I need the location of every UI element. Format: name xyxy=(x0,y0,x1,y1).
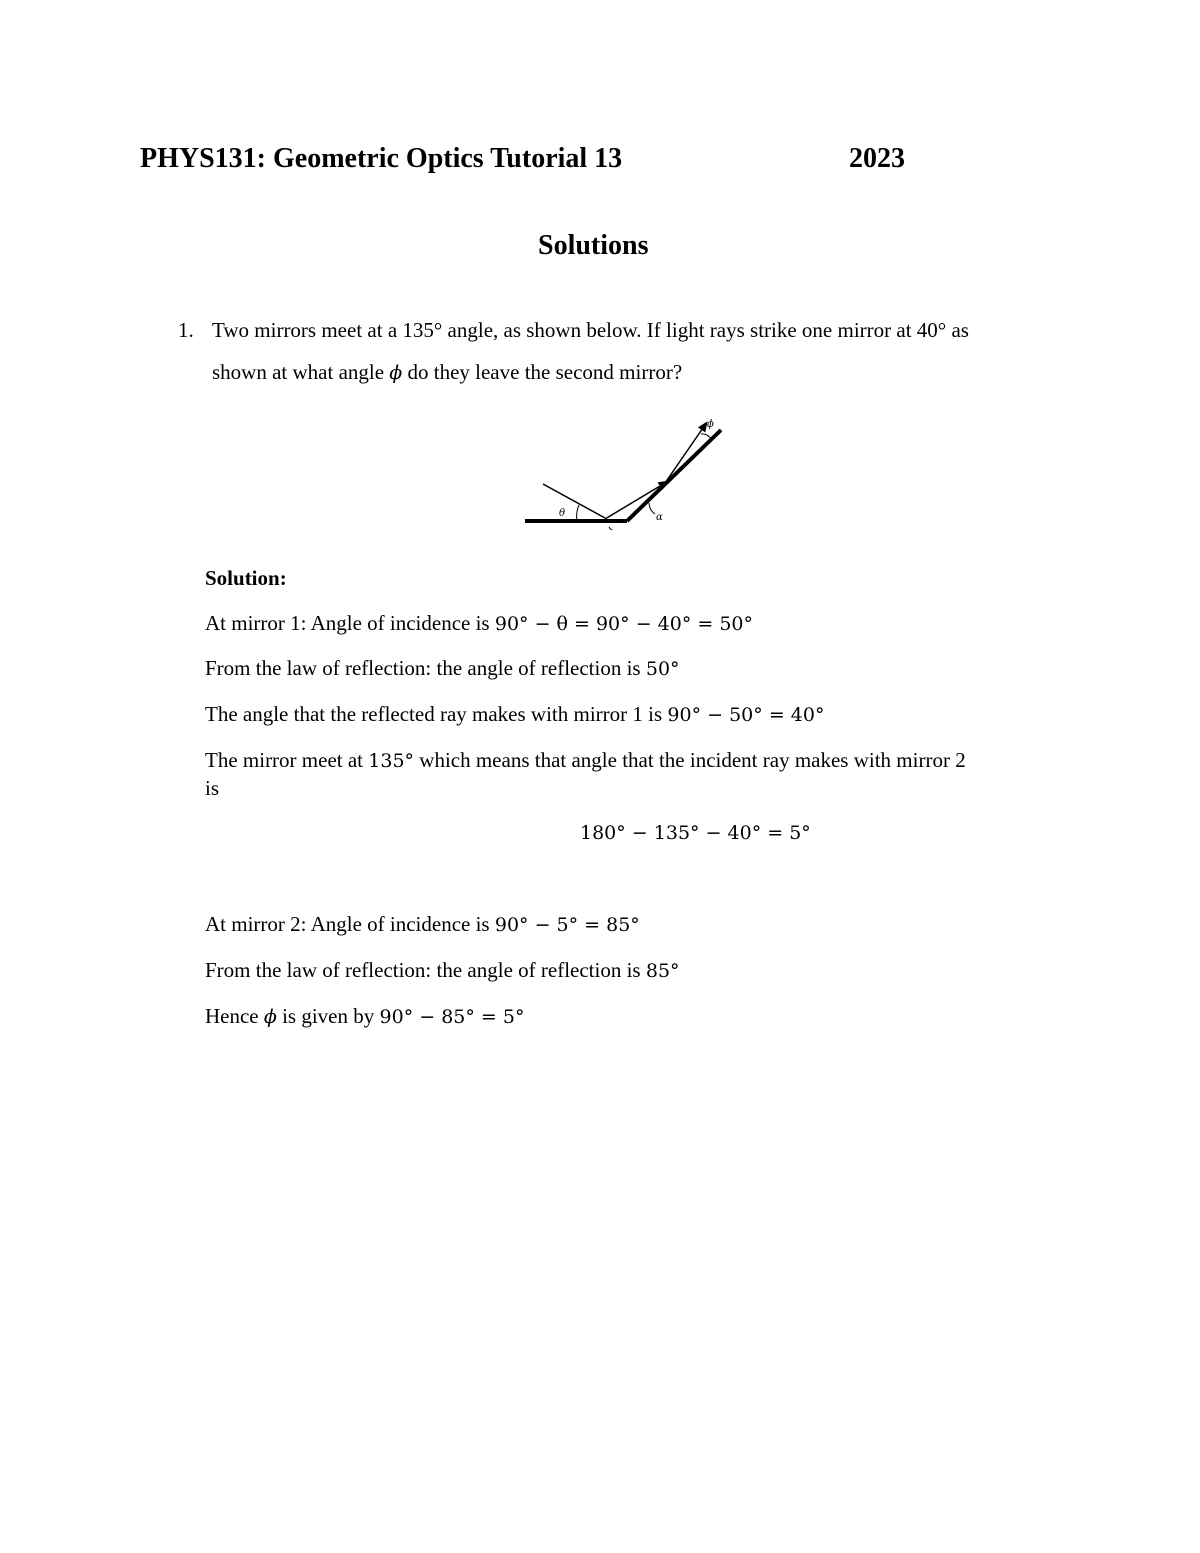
step-2-text: From the law of reflection: the angle of reflection is xyxy=(205,656,646,680)
step-3-math: 90° − 50° = 40° xyxy=(667,704,825,726)
step-8-phi-symbol: ϕ xyxy=(263,1006,277,1028)
question-number: 1. xyxy=(178,318,194,342)
step-6-text: At mirror 2: Angle of incidence is xyxy=(205,912,495,936)
step-2-math: 50° xyxy=(645,658,680,680)
mirror-2 xyxy=(627,430,721,521)
question-line-2-start: shown at what angle xyxy=(212,360,390,384)
step-8-math: 90° − 85° = 5° xyxy=(379,1006,525,1028)
phi-symbol: ϕ xyxy=(389,362,403,384)
alpha-label: α xyxy=(656,512,663,523)
solution-step-8 xyxy=(205,1004,524,1029)
solution-step-6 xyxy=(205,912,640,937)
alpha-arc xyxy=(649,503,655,514)
step-1-text: At mirror 1: Angle of incidence is xyxy=(205,611,495,635)
step-1-math: 90° − θ = 90° − 40° = 50° xyxy=(494,613,754,635)
solution-step-2 xyxy=(205,656,680,681)
step-4-text-a: The mirror meet at xyxy=(205,748,369,772)
question-line-1: Two mirrors meet at a 135° angle, as shown below. If light rays strike one mirror at 40° as xyxy=(212,318,969,342)
solution-step-5: 180° − 135° − 40° = 5° xyxy=(580,822,811,844)
solution-step-4 xyxy=(205,748,966,773)
solution-step-1 xyxy=(205,611,753,636)
solution-step-3 xyxy=(205,702,824,727)
step-6-math: 90° − 5° = 85° xyxy=(494,914,640,936)
mirror-diagram xyxy=(515,410,735,540)
question-line-2-end: do they leave the second mirror? xyxy=(402,360,683,384)
phi-label: ϕ xyxy=(707,419,714,430)
step-8-text-a: Hence xyxy=(205,1004,264,1028)
page-title: PHYS131: Geometric Optics Tutorial 13 xyxy=(140,143,623,174)
step-7-math: 85° xyxy=(645,960,680,982)
incident-ray xyxy=(543,484,605,518)
step-8-text-b: is given by xyxy=(276,1004,380,1028)
solution-step-7 xyxy=(205,958,680,983)
step-7-text: From the law of reflection: the angle of reflection is xyxy=(205,958,646,982)
theta-arc xyxy=(577,505,579,521)
step-3-text: The angle that the reflected ray makes with mirror 1 is xyxy=(205,702,668,726)
theta-label: θ xyxy=(559,508,566,519)
question-line-2 xyxy=(212,360,682,385)
phi-arc xyxy=(701,434,711,439)
solution-heading: Solution: xyxy=(205,566,287,590)
step-4-math: 135° xyxy=(368,750,415,772)
solution-step-4-line-2: is xyxy=(205,776,220,800)
vertex-arc xyxy=(609,527,612,530)
page-year: 2023 xyxy=(849,143,905,174)
step-4-text-b: which means that angle that the incident ray makes with mirror 2 xyxy=(414,748,966,772)
page-subtitle: Solutions xyxy=(538,230,649,261)
